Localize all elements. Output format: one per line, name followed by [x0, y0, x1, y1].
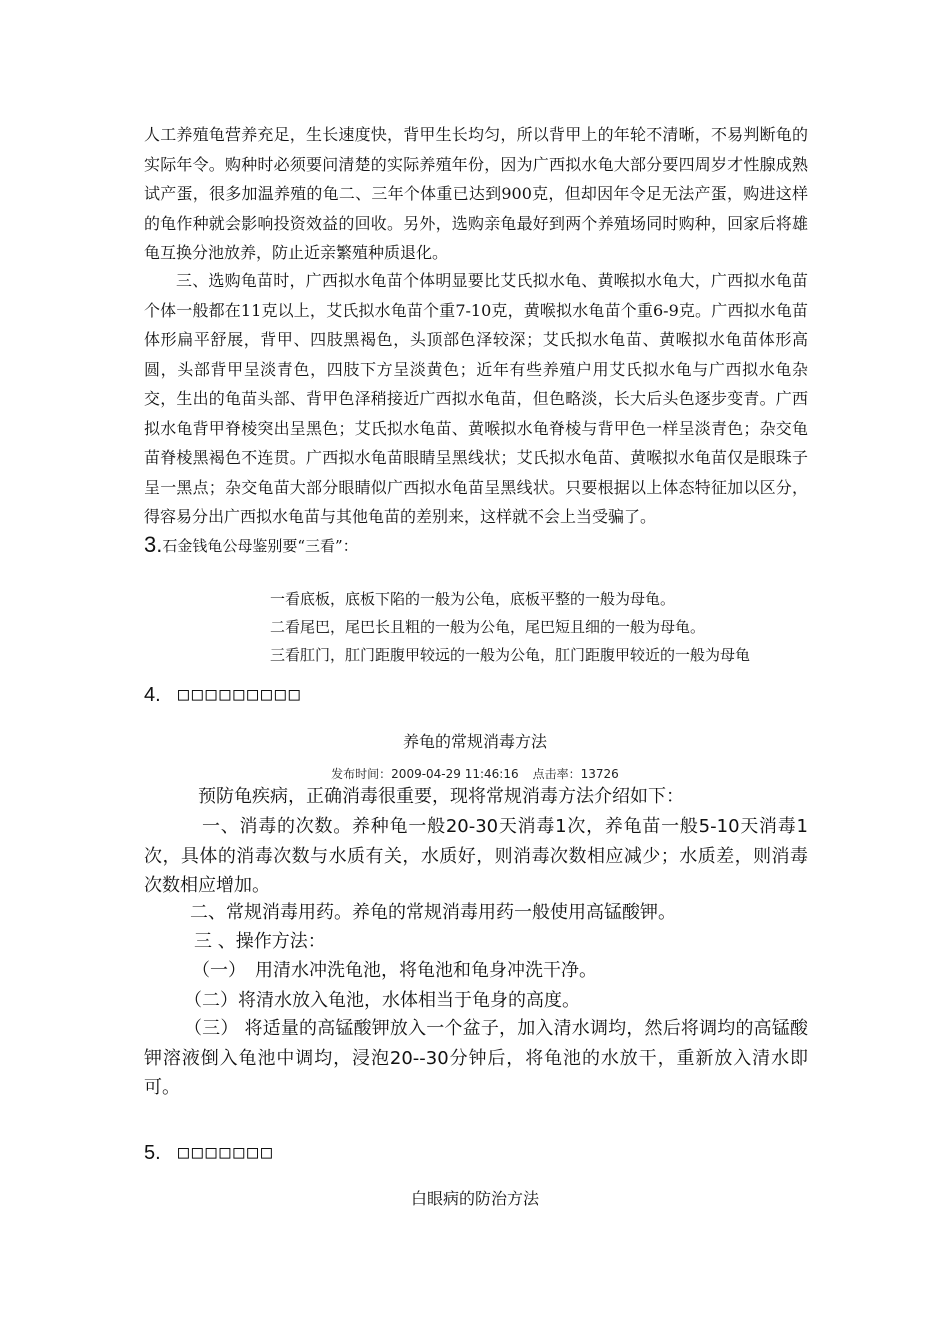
click-count: 点击率：13726	[532, 767, 619, 781]
paragraph-step-1: （一） 用清水冲洗龟池，将龟池和龟身冲洗干净。	[192, 960, 597, 981]
section-5-number: 5.	[144, 1142, 161, 1164]
paragraph-step-3: （三） 将适量的高锰酸钾放入一个盆子，加入清水调均，然后将调均的高锰酸钾溶液倒入龟池中调均，浸泡20--30分钟后，将龟池的水放干，重新放入清水即可。	[144, 1018, 808, 1098]
article-title-disinfection: 养龟的常规消毒方法	[402, 732, 547, 751]
section-3-number: 3.	[144, 532, 163, 557]
paragraph-age: 人工养殖龟营养充足，生长速度快，背甲生长均匀，所以背甲上的年轮不清晰，不易判断龟的实际年令。购种时必须要问清楚的实际养殖年份，因为广西拟水龟大部分要四周岁才性腺成熟试产蛋，很多加温养殖的龟二、三年个体重已达到900克，但却因年令足无法产蛋，购进这样的龟作种就会影响投资效益的回收。另外，选购亲龟最好到两个养殖场同时购种，回家后将雄龟互换分池放养，防止近亲繁殖种质退化。	[144, 125, 808, 262]
article-meta	[0, 765, 950, 782]
section-3-list	[270, 585, 750, 669]
publish-time: 发布时间：2009-04-29 11:46:16	[331, 767, 519, 781]
section-4-number: 4.	[144, 684, 161, 706]
section-4-heading-missing-glyphs: □□□□□□□□□	[178, 684, 303, 705]
section-3-heading	[144, 532, 358, 558]
section-5-heading-missing-glyphs: □□□□□□□	[178, 1142, 275, 1163]
paragraph-frequency: 一、消毒的次数。养种龟一般20-30天消毒1次，养龟苗一般5-10天消毒1次，具体的消毒次数与水质有关，水质好，则消毒次数相应减少；水质差，则消毒次数相应增加。	[144, 816, 808, 896]
article-title-white-eye: 白眼病的防治方法	[410, 1189, 539, 1208]
list-item: 二看尾巴，尾巴长且粗的一般为公龟，尾巴短且细的一般为母龟。	[270, 618, 706, 636]
paragraph-procedure-heading: 三 、操作方法：	[194, 931, 326, 952]
paragraph-hatchling-selection: 三、选购龟苗时，广西拟水龟苗个体明显要比艾氏拟水龟、黄喉拟水龟大，广西拟水龟苗个体一般都在11克以上，艾氏拟水龟苗个重7-10克，黄喉拟水龟苗个重6-9克。广西拟水龟苗体形扁平舒展，背甲、四肢黑褐色，头顶部色泽较深；艾氏拟水龟苗、黄喉拟水龟苗体形高圆，头部背甲呈淡青色，四肢下方呈淡黄色；近年有些养殖户用艾氏拟水龟与广西拟水龟杂交，生出的龟苗头部、背甲色泽稍接近广西拟水龟苗，但色略淡，长大后头色逐步变青。广西拟水龟背甲脊棱突出呈黑色；艾氏拟水龟苗、黄喉拟水龟脊棱与背甲色一样呈淡青色；杂交龟苗脊棱黑褐色不连贯。广西拟水龟苗眼睛呈黑线状；艾氏拟水龟苗、黄喉拟水龟苗仅是眼珠子呈一黑点；杂交龟苗大部分眼睛似广西拟水龟苗呈黑线状。只要根据以上体态特征加以区分，得容易分出广西拟水龟苗与其他龟苗的差别来，这样就不会上当受骗了。	[144, 271, 808, 526]
section-3-title: 石金钱龟公母鉴别要“三看”：	[162, 537, 358, 555]
paragraph-step-2: （二）将清水放入龟池，水体相当于龟身的高度。	[184, 990, 580, 1011]
list-item: 三看肛门，肛门距腹甲较远的一般为公龟，肛门距腹甲较近的一般为母龟	[270, 646, 751, 664]
paragraph-medicine: 二、常规消毒用药。养龟的常规消毒用药一般使用高锰酸钾。	[190, 902, 676, 923]
list-item: 一看底板，底板下陷的一般为公龟，底板平整的一般为母龟。	[270, 590, 676, 608]
paragraph-intro: 预防龟疾病，正确消毒很重要，现将常规消毒方法介绍如下：	[198, 786, 684, 807]
